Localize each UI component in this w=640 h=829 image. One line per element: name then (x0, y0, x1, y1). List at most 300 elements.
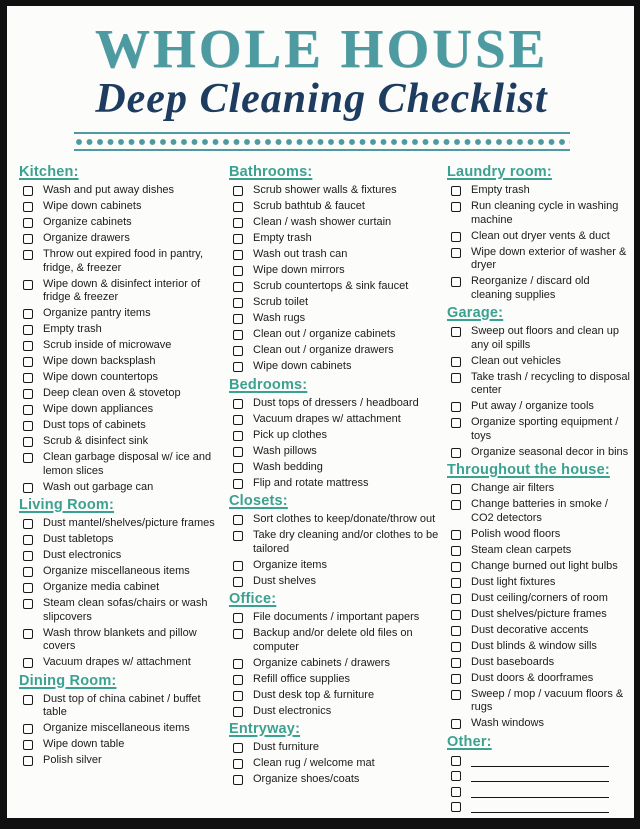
checklist-item-label: Wipe down exterior of washer & dryer (471, 245, 627, 271)
checkbox-icon (23, 453, 33, 463)
checkbox-icon (23, 421, 33, 431)
checklist-item-label: Wipe down mirrors (253, 264, 345, 276)
checkbox-icon (233, 775, 243, 785)
checklist-item (233, 627, 445, 654)
checkbox-icon (233, 330, 243, 340)
checklist-item-label: Organize shoes/coats (253, 773, 360, 785)
checklist-item (23, 371, 227, 385)
checklist-item (233, 413, 445, 427)
checkbox-icon (23, 629, 33, 639)
checklist-item-label: Steam clean carpets (471, 543, 572, 556)
checklist-item (451, 416, 631, 443)
checklist-item-label: Empty trash (43, 323, 102, 335)
checklist-item-label: Backup and/or delete old files on computer (253, 627, 413, 653)
checkbox-icon (23, 218, 33, 228)
checkbox-icon (23, 599, 33, 609)
checkbox-icon (233, 561, 243, 571)
checklist-item (233, 529, 445, 556)
checklist-item-label: Flip and rotate mattress (253, 476, 369, 489)
checklist-item-label: Dust mantel/shelves/picture frames (43, 517, 215, 529)
checklist-item-label: Wipe down appliances (43, 403, 154, 415)
checkbox-icon (23, 389, 33, 399)
page-title: WHOLE HOUSE (94, 18, 549, 79)
checkbox-icon (451, 402, 461, 412)
section-list-kitchen (19, 184, 227, 494)
checklist-item-label: Empty trash (471, 184, 530, 196)
checklist-item (451, 672, 631, 686)
section-heading-closets: Closets: (229, 493, 288, 509)
checklist-item (23, 184, 227, 198)
checkbox-icon (23, 724, 33, 734)
checklist-item (451, 200, 631, 227)
checkbox-icon (233, 743, 243, 753)
checkbox-icon (23, 202, 33, 212)
checklist-item (233, 360, 445, 374)
checkbox-icon (451, 546, 461, 556)
checklist-item (233, 312, 445, 326)
checklist-item (233, 705, 445, 719)
checklist-item (23, 232, 227, 246)
checkbox-icon (451, 484, 461, 494)
checklist-item (233, 559, 445, 573)
checklist-item-label: Dust tops of dressers / headboard (253, 396, 419, 409)
checkbox-icon (451, 562, 461, 572)
checklist-item (233, 611, 445, 625)
checkbox-icon (233, 362, 243, 372)
checklist-item (23, 403, 227, 417)
checklist-item-label: Clean out vehicles (471, 354, 561, 367)
checklist-item-label: Clean out / organize cabinets (253, 328, 396, 340)
checkbox-icon (451, 357, 461, 367)
section-heading-bedrooms: Bedrooms: (229, 376, 308, 393)
checkbox-icon (451, 327, 461, 337)
checkbox-icon (23, 658, 33, 668)
section-list-closets (229, 513, 445, 588)
column-2 (229, 161, 445, 789)
checklist-item-blank (451, 785, 631, 798)
checklist-item (233, 232, 445, 246)
checklist-item (23, 581, 227, 595)
section-list-bathrooms (229, 184, 445, 374)
checkbox-icon (23, 519, 33, 529)
checklist-item (23, 627, 227, 654)
checklist-item-label: Wash pillows (253, 444, 317, 457)
checklist-item-label: Clean garbage disposal w/ ice and lemon slices (43, 451, 212, 477)
checkbox-icon (233, 613, 243, 623)
checklist-item-label: Organize pantry items (43, 307, 151, 319)
checklist-item (233, 513, 445, 527)
checklist-item (233, 477, 445, 491)
checklist-item (451, 482, 631, 496)
checkbox-icon (451, 248, 461, 258)
checkbox-icon (23, 740, 33, 750)
checklist-item-label: Scrub & disinfect sink (43, 435, 149, 447)
checklist-item-label: Dust baseboards (471, 655, 555, 668)
section-heading-throughout-the-house: Throughout the house: (447, 462, 610, 478)
checklist-item (233, 280, 445, 294)
checklist-item-label: Vacuum drapes w/ attachment (43, 656, 191, 668)
section-list-bedrooms (229, 397, 445, 491)
checkbox-icon (233, 298, 243, 308)
checklist-item-label: Steam clean sofas/chairs or wash slipcovers (43, 597, 208, 623)
checklist-item (23, 435, 227, 449)
checkbox-icon (233, 282, 243, 292)
checklist-item (233, 397, 445, 411)
checklist-item-label: Dust blinds & window sills (471, 639, 597, 652)
checklist-item (23, 216, 227, 230)
section-list-office (229, 611, 445, 718)
checkbox-icon (451, 802, 461, 812)
checkbox-icon (23, 756, 33, 766)
checklist-item-label: Scrub countertops & sink faucet (253, 280, 409, 292)
checkbox-icon (23, 437, 33, 447)
checkbox-icon (233, 218, 243, 228)
checklist-item-label: Sort clothes to keep/donate/throw out (253, 513, 436, 525)
checklist-item-label: Dust tops of cabinets (43, 419, 146, 431)
checklist-item (23, 339, 227, 353)
checkbox-icon (233, 629, 243, 639)
checklist-item (233, 328, 445, 342)
checkbox-icon (451, 642, 461, 652)
checklist-item-label: Wash rugs (253, 312, 306, 324)
checklist-item-label: Dust decorative accents (471, 623, 589, 636)
checklist-item (233, 296, 445, 310)
checkbox-icon (451, 674, 461, 684)
checkbox-icon (451, 578, 461, 588)
checkbox-icon (233, 675, 243, 685)
checklist-item-label: Wash throw blankets and pillow covers (43, 626, 197, 652)
checkbox-icon (451, 277, 461, 287)
checkbox-icon (23, 325, 33, 335)
checklist-item (451, 230, 631, 244)
checklist-item (23, 419, 227, 433)
checklist-item-label: Wipe down & disinfect interior of fridge & freezer (43, 277, 201, 303)
checkbox-icon (233, 447, 243, 457)
checklist-item (23, 738, 227, 752)
checklist-item (451, 184, 631, 198)
checkbox-icon (23, 695, 33, 705)
checkbox-icon (451, 530, 461, 540)
section-list-laundry-room (447, 184, 631, 302)
blank-line (471, 786, 609, 798)
checklist-item (451, 325, 631, 352)
checklist-item-label: Dust ceiling/corners of room (471, 591, 608, 604)
checklist-item (233, 216, 445, 230)
checklist-item (233, 429, 445, 443)
checklist-item (451, 355, 631, 369)
checkbox-icon (451, 186, 461, 196)
checklist-item (233, 673, 445, 687)
checklist-item-label: Organize cabinets (43, 216, 132, 228)
checklist-item (23, 549, 227, 563)
checklist-item-label: Dust electronics (253, 704, 332, 717)
checklist-item (23, 248, 227, 275)
checklist-item-label: Dust electronics (43, 549, 122, 561)
checkbox-icon (451, 626, 461, 636)
section-list-living-room (19, 517, 227, 670)
checklist-item-label: Sweep out floors and clean up any oil spills (471, 325, 619, 351)
checkbox-icon (23, 341, 33, 351)
checklist-item-label: Wipe down backsplash (43, 355, 156, 367)
checklist-item-label: Change batteries in smoke / CO2 detectors (471, 498, 608, 524)
checkbox-icon (23, 483, 33, 493)
checklist-item (451, 446, 631, 460)
checklist-item (23, 656, 227, 670)
checklist-item-label: Dust top of china cabinet / buffet table (43, 692, 201, 718)
checklist-item-label: Polish wood floors (471, 527, 561, 540)
checklist-item (233, 741, 445, 755)
section-heading-bathrooms: Bathrooms: (229, 164, 313, 180)
checkbox-icon (451, 787, 461, 797)
checklist-item-label: Take dry cleaning and/or clothes to be tailored (253, 529, 439, 555)
checklist-item-label: File documents / important papers (253, 611, 420, 623)
checkbox-icon (233, 266, 243, 276)
checklist-item (23, 693, 227, 720)
checklist-item-label: Wipe down cabinets (253, 360, 352, 372)
checkbox-icon (451, 448, 461, 458)
checklist-item-label: Wash bedding (253, 460, 323, 473)
checkbox-icon (451, 500, 461, 510)
checkbox-icon (451, 594, 461, 604)
checkbox-icon (233, 346, 243, 356)
checkbox-icon (233, 399, 243, 409)
checkbox-icon (23, 309, 33, 319)
checkbox-icon (233, 515, 243, 525)
checklist-item-label: Refill office supplies (253, 672, 351, 685)
checklist-item-label: Vacuum drapes w/ attachment (253, 412, 401, 425)
checklist-item (23, 387, 227, 401)
section-heading-kitchen: Kitchen: (19, 164, 79, 180)
checklist-item (451, 544, 631, 558)
checklist-item-label: Clean out dryer vents & duct (471, 229, 610, 242)
checklist-item (233, 264, 445, 278)
checklist-item (451, 688, 631, 715)
checklist-item-label: Dust light fixtures (471, 575, 556, 588)
checklist-item-label: Organize items (253, 558, 327, 571)
checklist-item (451, 400, 631, 414)
columns (19, 161, 630, 816)
checklist-page (7, 6, 634, 818)
checklist-item-label: Dust shelves/picture frames (471, 607, 607, 620)
section-heading-other: Other: (447, 733, 492, 750)
checklist-item (451, 498, 631, 525)
checkbox-icon (233, 759, 243, 769)
checklist-item (233, 757, 445, 771)
checklist-item-label: Take trash / recycling to disposal center (471, 370, 630, 396)
checklist-item-label: Empty trash (253, 232, 312, 244)
checkbox-icon (451, 658, 461, 668)
section-list-throughout-the-house (447, 482, 631, 731)
checklist-item-label: Run cleaning cycle in washing machine (471, 200, 619, 226)
checkbox-icon (451, 719, 461, 729)
section-heading-dining-room: Dining Room: (19, 672, 117, 689)
checkbox-icon (451, 418, 461, 428)
checklist-item-label: Clean / wash shower curtain (253, 216, 392, 228)
checklist-item-label: Polish silver (43, 754, 102, 766)
section-list-garage (447, 325, 631, 459)
checklist-item-label: Organize seasonal decor in bins (471, 445, 629, 458)
checklist-item-label: Dust tabletops (43, 533, 114, 545)
checklist-item (233, 344, 445, 358)
checklist-item-label: Change air filters (471, 482, 555, 494)
checklist-item (233, 248, 445, 262)
checklist-item-label: Deep clean oven & stovetop (43, 387, 181, 399)
checklist-item (233, 657, 445, 671)
checklist-item (23, 533, 227, 547)
checklist-item (23, 200, 227, 214)
checkbox-icon (23, 186, 33, 196)
checkbox-icon (233, 659, 243, 669)
checkbox-icon (451, 756, 461, 766)
checklist-item-blank (451, 754, 631, 767)
checklist-item-label: Scrub bathtub & faucet (253, 200, 365, 212)
checklist-item (451, 640, 631, 654)
checklist-item (233, 445, 445, 459)
checkbox-icon (23, 280, 33, 290)
checklist-item-label: Dust doors & doorframes (471, 671, 594, 684)
checklist-item-label: Wipe down table (43, 738, 125, 750)
checkbox-icon (23, 583, 33, 593)
checklist-item-label: Clean out / organize drawers (253, 344, 394, 356)
checklist-item-label: Dust shelves (253, 574, 316, 587)
section-heading-laundry-room: Laundry room: (447, 164, 552, 180)
checkbox-icon (233, 314, 243, 324)
checklist-item (23, 754, 227, 768)
checklist-item-label: Scrub shower walls & fixtures (253, 184, 397, 196)
checklist-item (451, 371, 631, 398)
checkbox-icon (233, 691, 243, 701)
checklist-item (451, 592, 631, 606)
checkbox-icon (23, 551, 33, 561)
checklist-item-label: Wash windows (471, 717, 544, 729)
checklist-item (23, 451, 227, 478)
dotted-divider (74, 132, 570, 151)
checklist-item (233, 689, 445, 703)
section-heading-living-room: Living Room: (19, 497, 115, 513)
checklist-item-label: Wash out garbage can (43, 480, 154, 493)
checklist-item-label: Organize cabinets / drawers (253, 656, 390, 669)
checklist-item-label: Organize media cabinet (43, 581, 160, 593)
checklist-item-label: Pick up clothes (253, 428, 327, 441)
checkbox-icon (451, 373, 461, 383)
checklist-item (23, 565, 227, 579)
checkbox-icon (23, 357, 33, 367)
section-heading-office: Office: (229, 591, 277, 607)
checklist-item (23, 307, 227, 321)
checklist-item (451, 624, 631, 638)
checklist-item-label: Wipe down cabinets (43, 200, 142, 212)
checklist-item (23, 722, 227, 736)
checklist-item-blank (451, 800, 631, 813)
blank-line (471, 801, 609, 813)
checklist-item (451, 576, 631, 590)
checkbox-icon (233, 479, 243, 489)
page-header (19, 20, 624, 151)
checklist-item (23, 481, 227, 495)
checklist-item (23, 278, 227, 305)
checkbox-icon (23, 234, 33, 244)
section-list-other (447, 754, 631, 814)
checkbox-icon (451, 771, 461, 781)
blank-line (471, 770, 609, 782)
checklist-item-label: Organize drawers (43, 232, 130, 244)
checkbox-icon (451, 610, 461, 620)
checklist-item (451, 717, 631, 731)
checkbox-icon (451, 202, 461, 212)
checklist-item (233, 575, 445, 589)
checklist-item-label: Put away / organize tools (471, 400, 594, 412)
checklist-item (451, 528, 631, 542)
section-heading-garage: Garage: (447, 305, 504, 321)
checklist-item (451, 656, 631, 670)
checkbox-icon (23, 567, 33, 577)
checklist-item (451, 608, 631, 622)
checkbox-icon (233, 202, 243, 212)
checklist-item-label: Scrub inside of microwave (43, 339, 172, 351)
checklist-item (233, 200, 445, 214)
checklist-item-label: Wash out trash can (253, 248, 348, 260)
checklist-item (451, 275, 631, 302)
checkbox-icon (23, 535, 33, 545)
checkbox-icon (233, 250, 243, 260)
section-list-dining-room (19, 693, 227, 768)
checklist-item (233, 461, 445, 475)
checklist-item-label: Dust desk top & furniture (253, 688, 375, 701)
checklist-item-label: Scrub toilet (253, 296, 309, 308)
checklist-item-label: Organize miscellaneous items (43, 722, 190, 734)
checklist-item-label: Organize miscellaneous items (43, 565, 190, 577)
checkbox-icon (451, 232, 461, 242)
checklist-item (451, 560, 631, 574)
checkbox-icon (23, 250, 33, 260)
checkbox-icon (233, 431, 243, 441)
checklist-item (233, 184, 445, 198)
checklist-item-label: Change burned out light bulbs (471, 559, 618, 572)
checkbox-icon (233, 531, 243, 541)
checklist-item (451, 246, 631, 273)
checklist-item (23, 323, 227, 337)
checklist-item (23, 355, 227, 369)
column-1 (19, 161, 227, 770)
checkbox-icon (233, 234, 243, 244)
section-list-entryway (229, 741, 445, 787)
checklist-item-blank (451, 769, 631, 782)
checkbox-icon (233, 577, 243, 587)
checkbox-icon (233, 463, 243, 473)
checkbox-icon (233, 186, 243, 196)
checklist-item-label: Sweep / mop / vacuum floors & rugs (471, 687, 624, 713)
checklist-item-label: Reorganize / discard old cleaning supplies (471, 275, 590, 301)
checkbox-icon (23, 373, 33, 383)
checkbox-icon (233, 415, 243, 425)
checklist-item (233, 773, 445, 787)
section-heading-entryway: Entryway: (229, 721, 301, 737)
column-3 (447, 161, 631, 816)
checklist-item (23, 517, 227, 531)
checkbox-icon (233, 707, 243, 717)
blank-line (471, 755, 609, 767)
checklist-item-label: Dust furniture (253, 741, 320, 753)
checklist-item-label: Throw out expired food in pantry, fridge, & freezer (43, 248, 203, 274)
checklist-item-label: Organize sporting equipment / toys (471, 416, 619, 442)
checkbox-icon (23, 405, 33, 415)
checklist-item-label: Wash and put away dishes (43, 184, 175, 196)
page-subtitle: Deep Cleaning Checklist (95, 76, 548, 122)
checklist-item-label: Wipe down countertops (43, 371, 158, 383)
checklist-item-label: Clean rug / welcome mat (253, 757, 375, 769)
checkbox-icon (451, 690, 461, 700)
checklist-item (23, 597, 227, 624)
